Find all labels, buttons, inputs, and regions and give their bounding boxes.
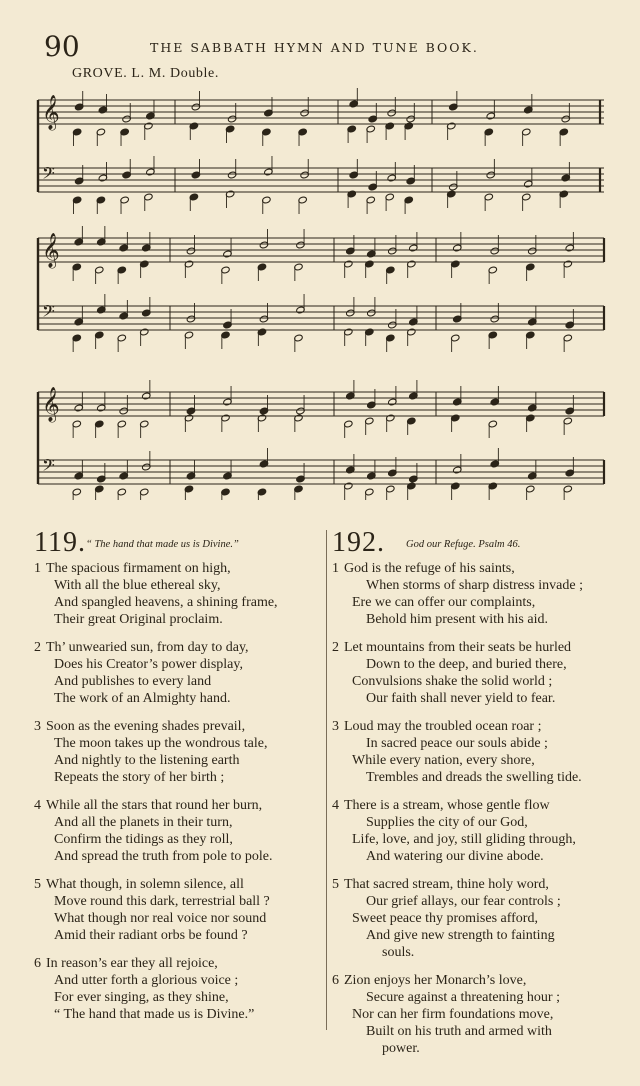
verse-line	[34, 690, 322, 707]
verse-text: Does his Creator’s power display,	[54, 657, 243, 672]
hymn-119	[34, 528, 322, 1023]
verse-text: And nightly to the listening earth	[54, 753, 240, 768]
verse-line	[34, 639, 322, 656]
verse-line	[332, 944, 622, 961]
stanza-number: 6	[34, 956, 41, 971]
verse-text: Built on his truth and armed with	[366, 1024, 552, 1039]
verse-line	[332, 673, 622, 690]
verse-line	[34, 876, 322, 893]
hymn-caption: God our Refuge. Psalm 46.	[406, 539, 521, 550]
verse-text: When storms of sharp distress invade ;	[366, 578, 583, 593]
verse-line	[332, 577, 622, 594]
stanza	[34, 797, 322, 865]
verse-line	[332, 769, 622, 786]
verse-text: The work of an Almighty hand.	[54, 691, 231, 706]
verse-line	[34, 718, 322, 735]
stanza-number: 4	[34, 798, 41, 813]
stanza-number: 2	[34, 640, 41, 655]
verse-text: And spangled heavens, a shining frame,	[54, 595, 278, 610]
verse-text: Their great Original proclaim.	[54, 612, 223, 627]
treble-clef-icon: 𝄞	[42, 233, 60, 268]
verse-line	[34, 1006, 322, 1023]
verse-line	[332, 972, 622, 989]
stanza-number: 5	[34, 877, 41, 892]
verse-text: There is a stream, whose gentle flow	[344, 798, 550, 813]
verse-text: While all the stars that round her burn,	[46, 798, 263, 813]
hymn-number: 192.	[332, 527, 385, 558]
treble-clef-icon: 𝄞	[42, 95, 60, 130]
verse-line	[34, 577, 322, 594]
stanza-number: 4	[332, 798, 339, 813]
verse-text: In reason’s ear they all rejoice,	[46, 956, 218, 971]
stanza	[34, 876, 322, 944]
stanza	[332, 718, 622, 786]
verse-line	[332, 560, 622, 577]
verse-line	[332, 989, 622, 1006]
verse-text: Zion enjoys her Monarch’s love,	[344, 973, 527, 988]
stanza	[34, 718, 322, 786]
stanza	[34, 560, 322, 628]
verse-line	[332, 594, 622, 611]
stanza-list	[332, 560, 622, 1057]
tune-title: GROVE. L. M. Double.	[72, 66, 219, 81]
verse-text: Let mountains from their seats be hurled	[344, 640, 572, 655]
stanza	[332, 560, 622, 628]
stanza	[332, 797, 622, 865]
verse-line	[332, 718, 622, 735]
verse-text: Convulsions shake the solid world ;	[352, 674, 553, 689]
verse-line	[34, 735, 322, 752]
verse-text: Our faith shall never yield to fear.	[366, 691, 556, 706]
verse-line	[332, 1006, 622, 1023]
verse-text: Behold him present with his aid.	[366, 612, 548, 627]
verse-text: Ere we can offer our complaints,	[352, 595, 536, 610]
verse-line	[34, 560, 322, 577]
verse-text: Secure against a threatening hour ;	[366, 990, 560, 1005]
hymn-caption: “ The hand that made us is Divine.”	[86, 539, 239, 550]
bass-clef-icon: 𝄢	[42, 301, 55, 325]
verse-text: power.	[382, 1041, 420, 1056]
verse-text: Th’ unwearied sun, from day to day,	[46, 640, 249, 655]
verse-text: The moon takes up the wondrous tale,	[54, 736, 268, 751]
treble-clef-icon: 𝄞	[42, 387, 60, 422]
stanza-number: 3	[332, 719, 339, 734]
verse-text: And all the planets in their turn,	[54, 815, 233, 830]
hymn-header	[332, 528, 622, 558]
verse-text: And give new strength to fainting	[366, 928, 555, 943]
verse-text: souls.	[382, 945, 415, 960]
verse-line	[332, 735, 622, 752]
page-number: 90	[44, 30, 80, 63]
verse-line	[34, 769, 322, 786]
verse-text: That sacred stream, thine holy word,	[344, 877, 549, 892]
verse-text: In sacred peace our souls abide ;	[366, 736, 548, 751]
stanza-number: 1	[34, 561, 41, 576]
verse-line	[332, 814, 622, 831]
verse-line	[34, 910, 322, 927]
verse-line	[34, 752, 322, 769]
verse-text: Supplies the city of our God,	[366, 815, 528, 830]
verse-text: For ever singing, as they shine,	[54, 990, 229, 1005]
verse-text: Trembles and dreads the swelling tide.	[366, 770, 582, 785]
verse-text: Sweet peace thy promises afford,	[352, 911, 538, 926]
verse-line	[332, 927, 622, 944]
verse-text: Amid their radiant orbs be found ?	[54, 928, 248, 943]
stanza-number: 6	[332, 973, 339, 988]
stanza	[332, 876, 622, 961]
column-divider	[326, 530, 327, 1030]
verse-line	[34, 673, 322, 690]
verse-text: Our grief allays, our fear controls ;	[366, 894, 561, 909]
verse-text: And watering our divine abode.	[366, 849, 544, 864]
verse-line	[332, 831, 622, 848]
stanza-number: 1	[332, 561, 339, 576]
verse-text: The spacious firmament on high,	[46, 561, 231, 576]
verse-line	[332, 910, 622, 927]
verse-text: With all the blue ethereal sky,	[54, 578, 221, 593]
verse-text: Down to the deep, and buried there,	[366, 657, 567, 672]
hymn-192	[332, 528, 622, 1057]
stanza-list	[34, 560, 322, 1023]
verse-line	[34, 656, 322, 673]
verse-text: Nor can her firm foundations move,	[352, 1007, 554, 1022]
verse-line	[332, 611, 622, 628]
verse-text: While every nation, every shore,	[352, 753, 535, 768]
bass-clef-icon: 𝄢	[42, 163, 55, 187]
verse-line	[332, 848, 622, 865]
verse-line	[34, 989, 322, 1006]
verse-line	[34, 831, 322, 848]
verse-text: Life, love, and joy, still gliding through,	[352, 832, 576, 847]
verse-line	[332, 876, 622, 893]
hymn-number: 119.	[34, 527, 86, 558]
stanza-number: 2	[332, 640, 339, 655]
verse-text: And publishes to every land	[54, 674, 212, 689]
verse-line	[34, 927, 322, 944]
verse-line	[34, 972, 322, 989]
verse-line	[34, 893, 322, 910]
verse-line	[332, 797, 622, 814]
verse-line	[34, 848, 322, 865]
verse-line	[34, 814, 322, 831]
verse-text: Loud may the troubled ocean roar ;	[344, 719, 542, 734]
verse-line	[332, 639, 622, 656]
verse-line	[332, 656, 622, 673]
verse-text: God is the refuge of his saints,	[344, 561, 515, 576]
stanza	[332, 639, 622, 707]
verse-line	[34, 797, 322, 814]
verse-line	[332, 1040, 622, 1057]
bass-clef-icon: 𝄢	[42, 455, 55, 479]
stanza-number: 3	[34, 719, 41, 734]
verse-text: Repeats the story of her birth ;	[54, 770, 225, 785]
verse-text: Confirm the tidings as they roll,	[54, 832, 233, 847]
verse-line	[34, 594, 322, 611]
music-score	[0, 0, 640, 500]
stanza-number: 5	[332, 877, 339, 892]
verse-line	[34, 611, 322, 628]
running-title: THE SABBATH HYMN AND TUNE BOOK.	[150, 40, 479, 55]
stanza	[34, 639, 322, 707]
verse-text: What though nor real voice nor sound	[54, 911, 267, 926]
hymn-header	[34, 528, 322, 558]
verse-text: “ The hand that made us is Divine.”	[54, 1007, 255, 1022]
verse-text: What though, in solemn silence, all	[46, 877, 244, 892]
verse-line	[34, 955, 322, 972]
verse-line	[332, 893, 622, 910]
stanza	[332, 972, 622, 1057]
verse-text: And spread the truth from pole to pole.	[54, 849, 273, 864]
verse-text: And utter forth a glorious voice ;	[54, 973, 239, 988]
verse-text: Soon as the evening shades prevail,	[46, 719, 246, 734]
verse-text: Move round this dark, terrestrial ball ?	[54, 894, 270, 909]
verse-line	[332, 690, 622, 707]
stanza	[34, 955, 322, 1023]
verse-line	[332, 1023, 622, 1040]
verse-line	[332, 752, 622, 769]
